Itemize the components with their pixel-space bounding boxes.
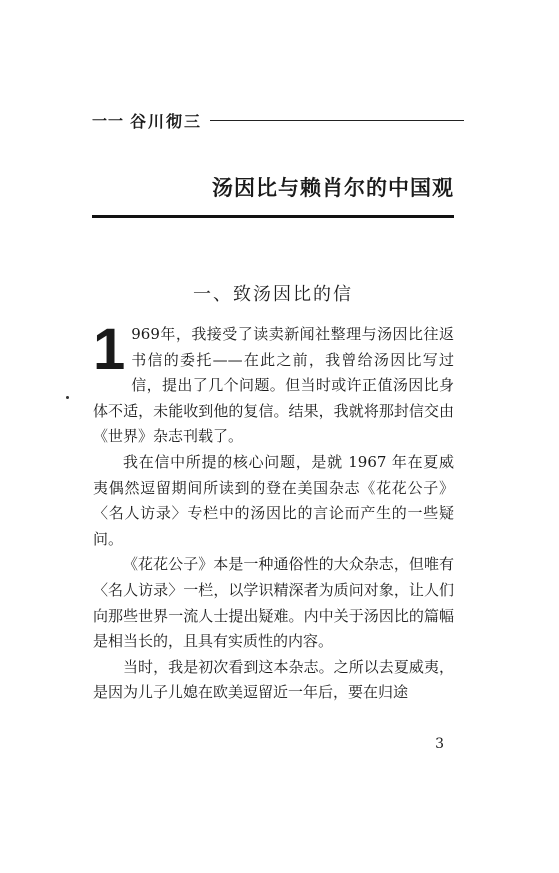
paragraph-1-text: 969年，我接受了读卖新闻社整理与汤因比往返书信的委托——在此之前，我曾给汤因比写过信，提出了几个问题。但当时或许正值汤因比身体不适，未能收到他的复信。结果，我就将那封信交由《世界》杂志刊载了。 — [93, 325, 454, 446]
section-heading: 一、致汤因比的信 — [193, 284, 353, 305]
scan-speck — [66, 396, 69, 399]
body-text — [93, 317, 454, 706]
paragraph-4: 当时，我是初次看到这本杂志。之所以去夏威夷，是因为儿子儿媳在欧美逗留近一年后，要在归途 — [93, 657, 454, 702]
drop-cap: 1 — [93, 317, 126, 382]
author-name: 谷川彻三 — [130, 111, 203, 131]
paragraph-1 — [93, 317, 454, 450]
chapter-title: 汤因比与赖肖尔的中国观 — [212, 176, 454, 200]
page-number: 3 — [435, 736, 444, 752]
author-dash: 一一 — [92, 111, 125, 130]
paragraph-3: 《花花公子》本是一种通俗性的大众杂志，但唯有〈名人访录〉一栏，以学识精深者为质问对象，让人们向那些世界一流人士提出疑难。内中关于汤因比的篇幅是相当长的，且具有实质性的内容。 — [93, 555, 454, 651]
author-header — [92, 108, 464, 132]
author-rule — [210, 120, 464, 121]
paragraph-2: 我在信中所提的核心问题，是就 1967 年在夏威夷偶然逗留期间所读到的登在美国杂志《花花公子》〈名人访录〉专栏中的汤因比的言论而产生的一些疑问。 — [93, 452, 454, 548]
title-rule — [92, 215, 454, 218]
